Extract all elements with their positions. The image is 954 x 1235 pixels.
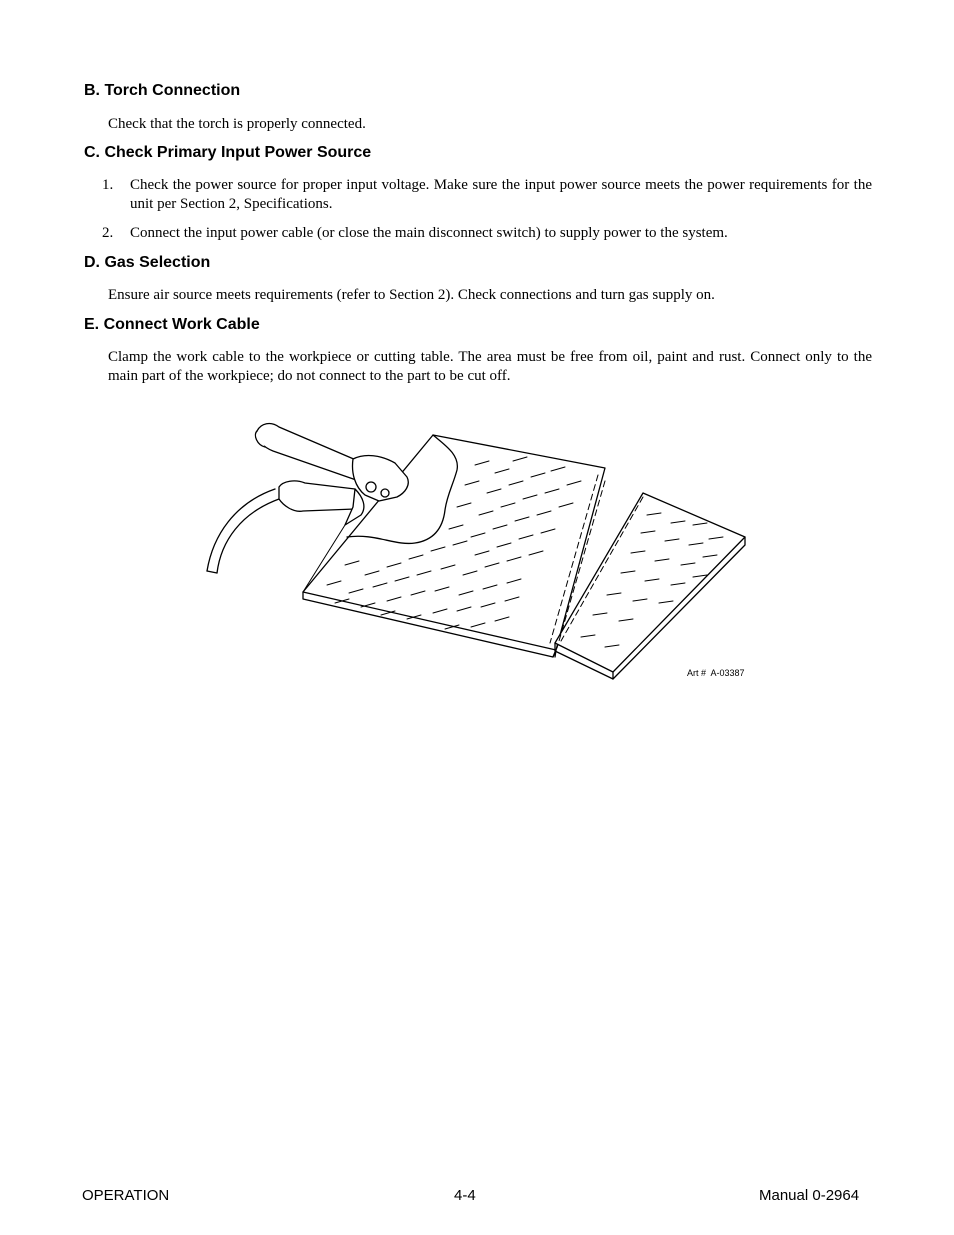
clamp-upper-handle (255, 424, 366, 481)
clamp-lower-handle (279, 481, 360, 511)
art-number-label: Art # A-03387 (687, 668, 745, 678)
footer-section-label: OPERATION (82, 1187, 170, 1204)
section-d-heading: D. Gas Selection (84, 254, 211, 271)
footer-manual-number: Manual 0-2964 (759, 1187, 860, 1204)
work-clamp-illustration (195, 415, 755, 685)
section-c-heading: C. Check Primary Input Power Source (84, 144, 372, 161)
item-number: 1. (102, 177, 114, 193)
section-c-item-1 (102, 176, 872, 214)
section-d-body: Ensure air source meets requirements (refer to Section 2). Check connections and turn gas supply on. (108, 287, 715, 303)
section-e-body: Clamp the work cable to the workpiece or cutting table. The area must be free from oil, paint and rust. Connect only to the main part of the workpiece; do not connect to the part to be cut off. (108, 349, 872, 384)
section-b-body: Check that the torch is properly connected. (108, 116, 366, 132)
item-text: Check the power source for proper input voltage. Make sure the input power source meets the power requirements for the unit per Section 2, Specifications. (130, 177, 872, 212)
item-text: Connect the input power cable (or close the main disconnect switch) to supply power to the system. (130, 225, 728, 241)
section-b-heading: B. Torch Connection (84, 82, 241, 99)
work-cable (207, 489, 279, 573)
section-e-heading: E. Connect Work Cable (84, 316, 260, 333)
item-number: 2. (102, 225, 114, 241)
footer-page-number: 4-4 (454, 1187, 476, 1204)
section-c-item-2 (102, 224, 872, 243)
